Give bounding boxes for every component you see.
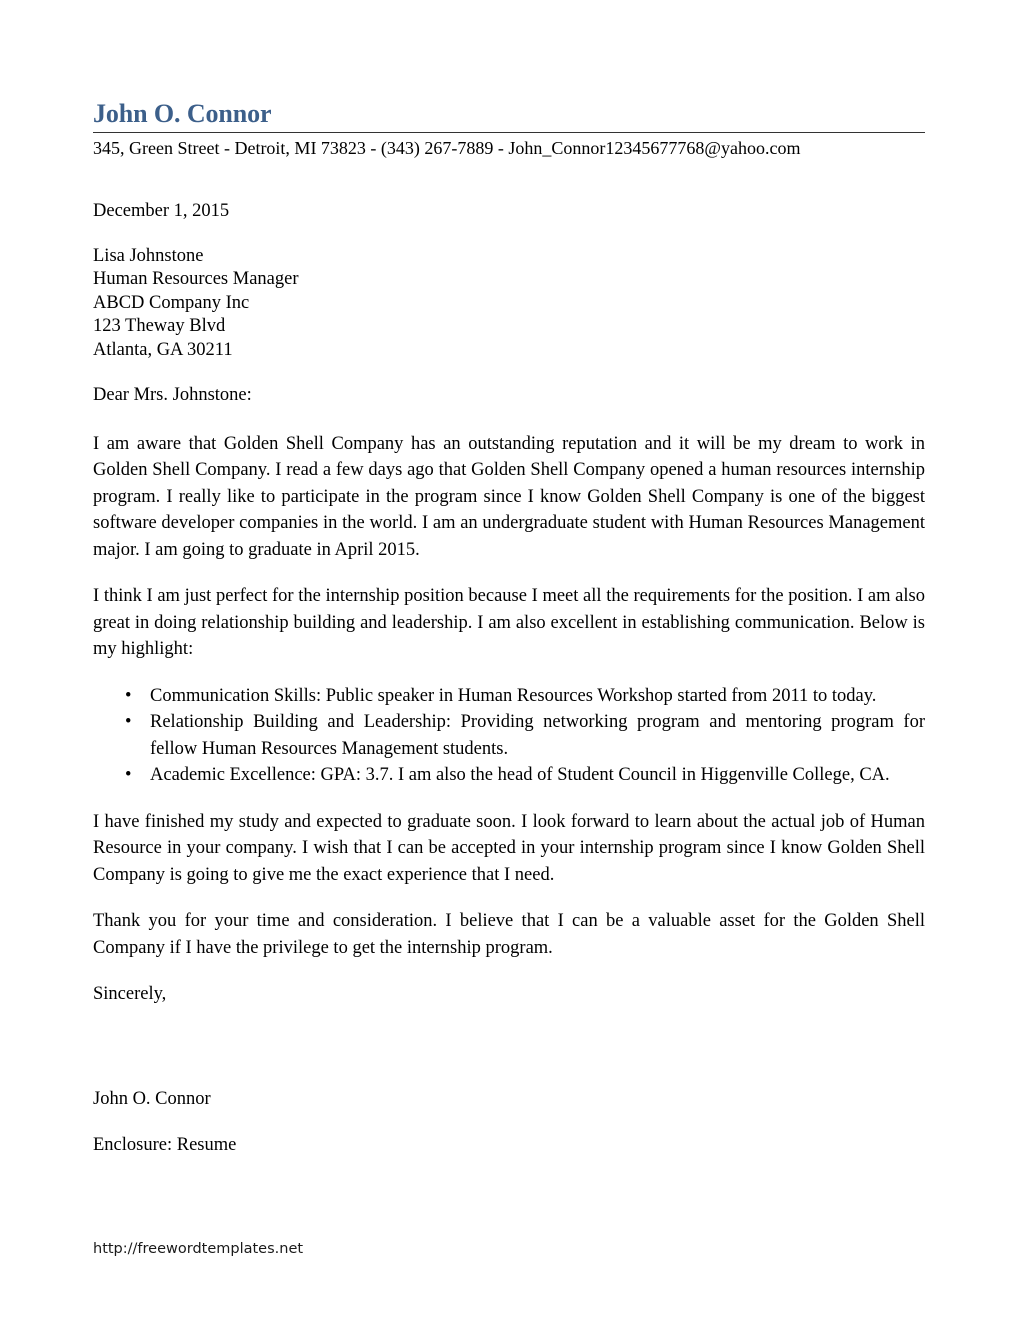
highlight-list [93,683,925,789]
letter-date: December 1, 2015 [93,201,230,221]
list-item [93,709,925,762]
bullet-icon: • [125,765,132,785]
signature-name: John O. Connor [93,1088,211,1109]
page-footer [93,1240,593,1258]
list-item [93,762,925,789]
recipient-title: Human Resources Manager [93,269,299,289]
recipient-name: Lisa Johnstone [93,245,204,266]
recipient-street: 123 Theway Blvd [93,316,226,336]
list-item-text: Relationship Building and Leadership: Providing networking program and mentoring program for fellow Human Resources Management students. [150,712,925,759]
body-paragraph-4: Thank you for your time and consideration. I believe that I can be a valuable asset for the Golden Shell Company if I have the privilege to get the internship program. [93,911,925,958]
sender-name: John O. Connor [93,99,272,128]
recipient-address-block [93,245,925,363]
list-item-text: Communication Skills: Public speaker in Human Resources Workshop started from 2011 to today. [150,685,877,706]
list-item-text: Academic Excellence: GPA: 3.7. I am also the head of Student Council in Higgenville College, CA. [150,765,890,785]
body-paragraph-1: I am aware that Golden Shell Company has an outstanding reputation and it will be my dream to work in Golden Shell Company. I read a few days ago that Golden Shell Company opened a human resources internship program. I really like to participate in the program since I know Golden Shell Company is one of the biggest software developer companies in the world. I am an undergraduate student with Human Resources Management major. I am going to graduate in April 2015. [93,433,925,560]
recipient-company: ABCD Company Inc [93,292,250,313]
enclosure-note: Enclosure: Resume [93,1135,237,1155]
signature-space [93,1008,925,1086]
list-item [93,683,925,710]
sender-contact-line: 345, Green Street - Detroit, MI 73823 - (343) 267-7889 - John_Connor12345677768@yahoo.com [93,138,801,158]
letter-body [93,198,925,1159]
closing-salutation: Sincerely, [93,984,167,1004]
bullet-icon: • [125,712,132,732]
salutation: Dear Mrs. Johnstone: [93,385,252,405]
letterhead [93,99,925,159]
body-paragraph-2: I think I am just perfect for the internship position because I meet all the requirements for the position. I am also great in doing relationship building and leadership. I am also excellent in establishing communication. Below is my highlight: [93,586,925,659]
recipient-city-state-zip: Atlanta, GA 30211 [93,339,233,360]
bullet-icon: • [125,685,132,706]
body-paragraph-3: I have finished my study and expected to graduate soon. I look forward to learn about the actual job of Human Resource in your company. I wish that I can be accepted in your internship program since I know Golden Shell Company is going to give me the exact experience that I need. [93,811,925,885]
footer-url[interactable]: http://freewordtemplates.net [93,1241,304,1257]
letterhead-divider [93,132,925,133]
